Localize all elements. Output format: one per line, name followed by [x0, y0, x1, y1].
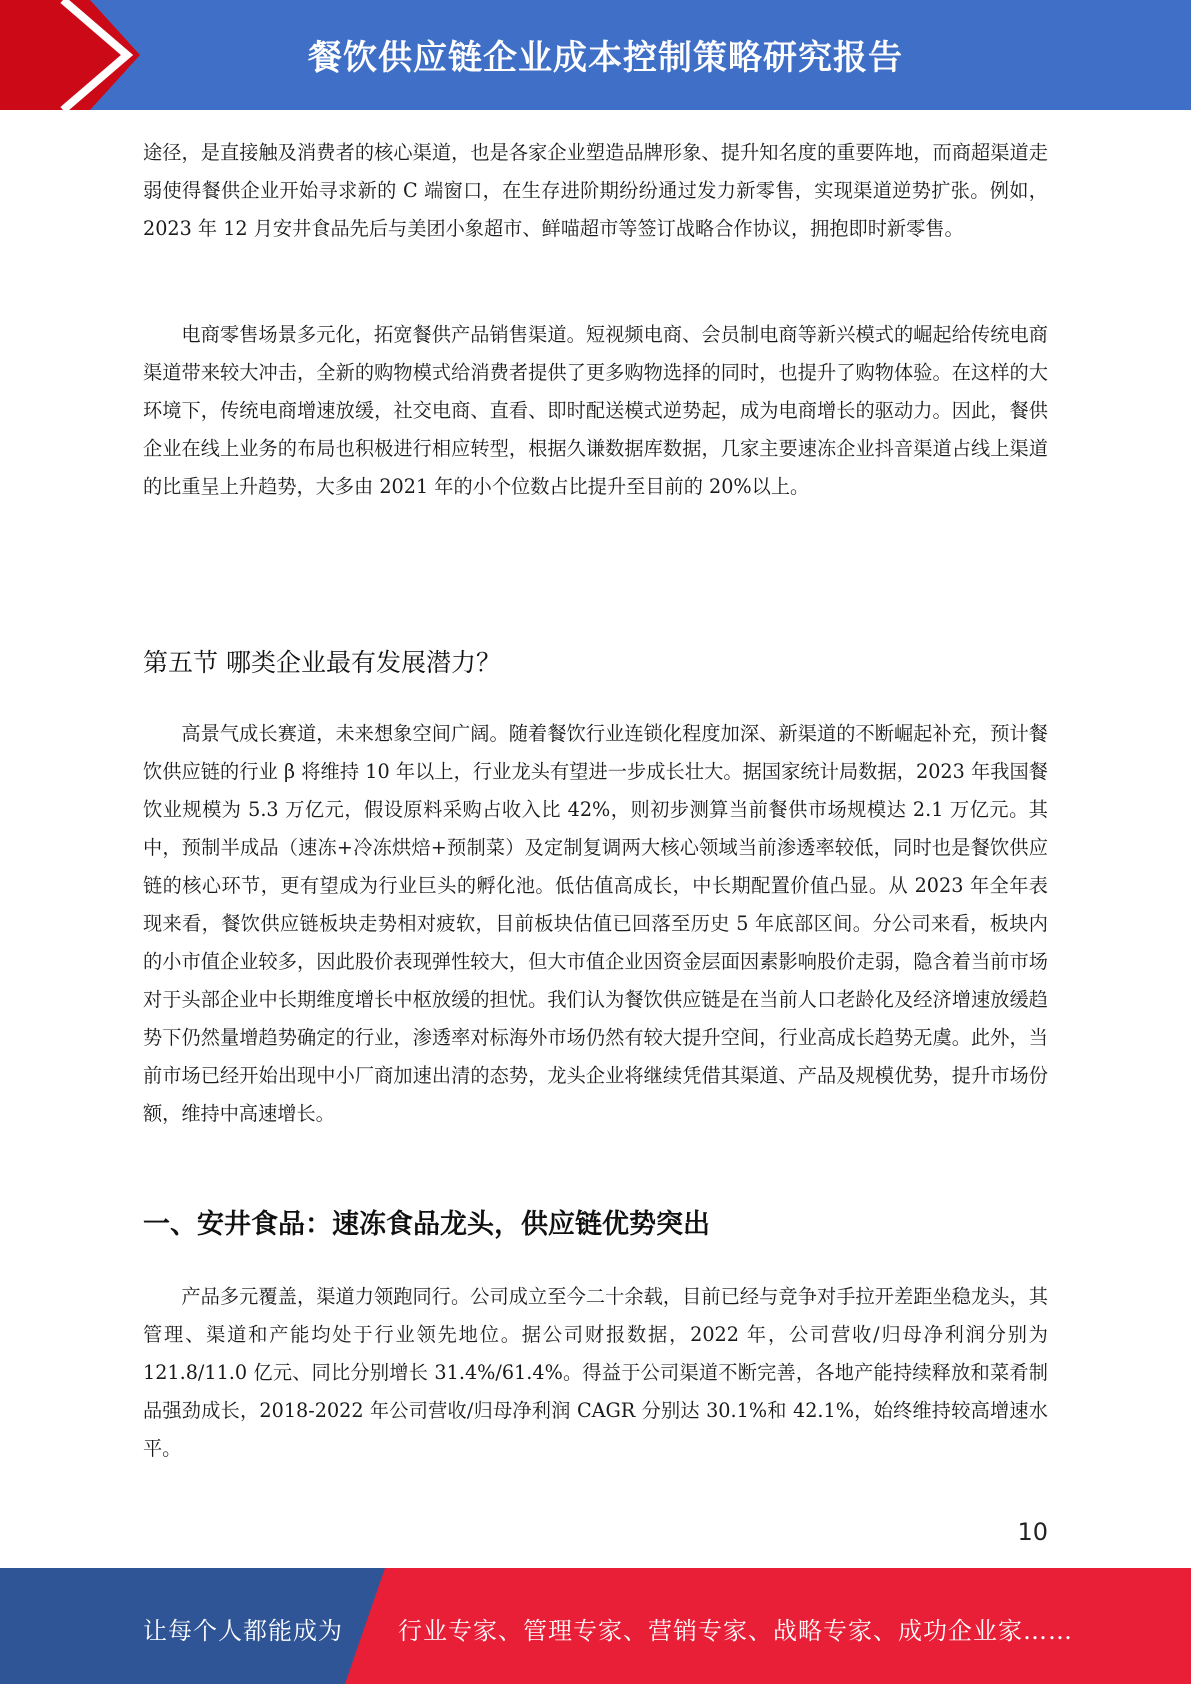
- body-paragraph-1-block: [143, 134, 1048, 248]
- page-header: [0, 0, 1191, 110]
- footer-slogan-right: 行业专家、管理专家、营销专家、战略专家、成功企业家……: [398, 1617, 1073, 1645]
- body-paragraph: 途径，是直接触及消费者的核心渠道，也是各家企业塑造品牌形象、提升知名度的重要阵地，而商超渠道走弱使得餐供企业开始寻求新的 C 端窗口，在生存进阶期纷纷通过发力新零售，实现渠道逆势扩张。例如，2023 年 12 月安井食品先后与美团小象超市、鲜喵超市等签订战略合作协议，拥抱即时新零售。: [143, 141, 1048, 240]
- report-title: 餐饮供应链企业成本控制策略研究报告: [308, 38, 903, 78]
- subsection-heading: 一、安井食品：速冻食品龙头，供应链优势突出: [143, 1209, 710, 1240]
- page-footer: [0, 1568, 1191, 1684]
- body-paragraph-4-block: [143, 1278, 1048, 1468]
- footer-slogan-left: 让每个人都能成为: [143, 1617, 343, 1645]
- section-heading: 第五节 哪类企业最有发展潜力？: [143, 648, 501, 677]
- body-paragraph: 高景气成长赛道，未来想象空间广阔。随着餐饮行业连锁化程度加深、新渠道的不断崛起补充，预计餐饮供应链的行业 β 将维持 10 年以上，行业龙头有望进一步成长壮大。据国家统计局数据，2023 年我国餐饮业规模为 5.3 万亿元，假设原料采购占收入比 42%，则初步测算当前餐供市场规模达 2.1 万亿元。其中，预制半成品（速冻+冷冻烘焙+预制菜）及定制复调两大核心领域当前渗透率较低，同时也是餐饮供应链的核心环节，更有望成为行业巨头的孵化池。低估值高成长，中长期配置价值凸显。从 2023 年全年表现来看，餐饮供应链板块走势相对疲软，目前板块估值已回落至历史 5 年底部区间。分公司来看，板块内的小市值企业较多，因此股价表现弹性较大，但大市值企业因资金层面因素影响股价走弱，隐含着当前市场对于头部企业中长期维度增长中枢放缓的担忧。我们认为餐饮供应链是在当前人口老龄化及经济增速放缓趋势下仍然量增趋势确定的行业，渗透率对标海外市场仍然有较大提升空间，行业高成长趋势无虞。此外，当前市场已经开始出现中小厂商加速出清的态势，龙头企业将继续凭借其渠道、产品及规模优势，提升市场份额，维持中高速增长。: [143, 722, 1048, 1125]
- body-paragraph: 产品多元覆盖，渠道力领跑同行。公司成立至今二十余载，目前已经与竞争对手拉开差距坐稳龙头，其管理、渠道和产能均处于行业领先地位。据公司财报数据，2022 年，公司营收/归母净利润分别为 121.8/11.0 亿元、同比分别增长 31.4%/61.4%。得益于公司渠道不断完善，各地产能持续释放和菜肴制品强劲成长，2018-2022 年公司营收/归母净利润 CAGR 分别达 30.1%和 42.1%，始终维持较高增速水平。: [143, 1285, 1048, 1460]
- body-paragraph: 电商零售场景多元化，拓宽餐供产品销售渠道。短视频电商、会员制电商等新兴模式的崛起给传统电商渠道带来较大冲击，全新的购物模式给消费者提供了更多购物选择的同时，也提升了购物体验。在这样的大环境下，传统电商增速放缓，社交电商、直看、即时配送模式逆势起，成为电商增长的驱动力。因此，餐供企业在线上业务的布局也积极进行相应转型，根据久谦数据库数据，几家主要速冻企业抖音渠道占线上渠道的比重呈上升趋势，大多由 2021 年的小个位数占比提升至目前的 20%以上。: [143, 323, 1048, 498]
- body-paragraph-2-block: [143, 316, 1048, 506]
- body-paragraph-3-block: [143, 715, 1048, 1133]
- page-number: 10: [1017, 1518, 1048, 1546]
